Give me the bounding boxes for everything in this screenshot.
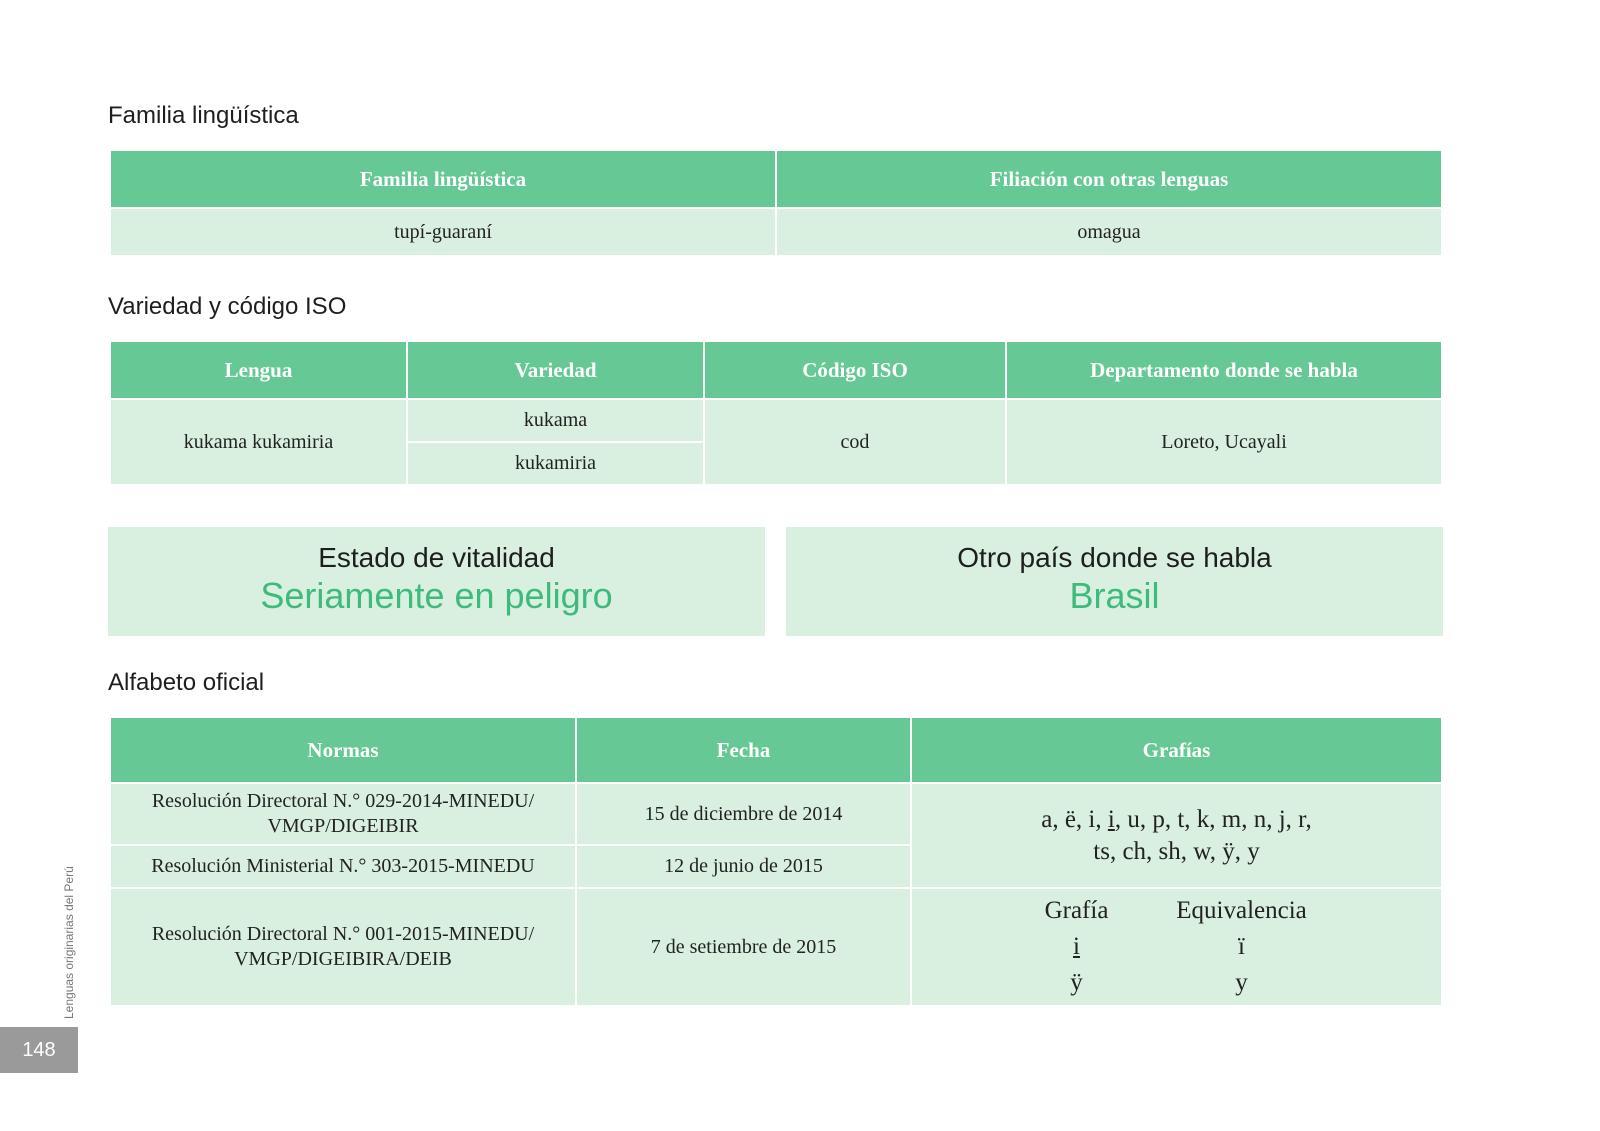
grafias-header: Grafías: [911, 717, 1442, 783]
equivalencia-value: ï: [1238, 933, 1245, 960]
departamento-cell: Loreto, Ucayali: [1006, 399, 1442, 485]
norma-cell: Resolución Ministerial N.° 303-2015-MINEDU: [110, 845, 576, 888]
filiation-header: Filiación con otras lenguas: [776, 150, 1442, 208]
family-table: [109, 149, 1443, 257]
vitality-box: [108, 527, 765, 636]
other-country-label: Otro país donde se habla: [957, 542, 1272, 573]
family-cell: tupí-guaraní: [110, 208, 776, 256]
iso-cell: cod: [704, 399, 1006, 485]
variedad-header: Variedad: [407, 341, 704, 399]
vitality-label: Estado de vitalidad: [318, 542, 555, 573]
lengua-cell: kukama kukamiria: [110, 399, 407, 485]
fecha-cell: 12 de junio de 2015: [576, 845, 911, 888]
departamento-header: Departamento donde se habla: [1006, 341, 1442, 399]
grafia-value: i: [1073, 933, 1080, 960]
alphabet-table: [109, 716, 1443, 1007]
lengua-header: Lengua: [110, 341, 407, 399]
variety-table: [109, 340, 1443, 486]
grafias-line-1: a, ë, i, i, u, p, t, k, m, n, j, r,: [1041, 805, 1312, 833]
norma-cell: Resolución Directoral N.° 029-2014-MINEDU/ VMGP/DIGEIBIR: [110, 783, 576, 845]
equivalence-grid: [920, 893, 1433, 1001]
normas-header: Normas: [110, 717, 576, 783]
filiation-cell: omagua: [776, 208, 1442, 256]
equivalencia-value: y: [1235, 969, 1248, 996]
grafias-line-2: ts, ch, sh, w, ÿ, y: [1093, 837, 1260, 865]
equivalence-cell: [911, 888, 1442, 1006]
iso-header: Código ISO: [704, 341, 1006, 399]
variety-section-title: Variedad y código ISO: [108, 293, 347, 320]
norma-cell: Resolución Directoral N.° 001-2015-MINEDU/ VMGP/DIGEIBIRA/DEIB: [110, 888, 576, 1006]
equivalencia-subheader: Equivalencia: [1176, 897, 1307, 924]
family-section-title: Familia lingüística: [108, 102, 299, 129]
grafia-value: ÿ: [1070, 969, 1083, 996]
alphabet-section-title: Alfabeto oficial: [108, 669, 265, 696]
grafias-cell: [911, 783, 1442, 888]
page-number-badge: 148: [0, 1027, 78, 1073]
other-country-value: Brasil: [1069, 575, 1160, 616]
vitality-value: Seriamente en peligro: [260, 575, 613, 616]
fecha-cell: 15 de diciembre de 2014: [576, 783, 911, 845]
fecha-cell: 7 de setiembre de 2015: [576, 888, 911, 1006]
book-title-vertical: Lenguas originarias del Perú: [62, 866, 76, 1019]
variedad-cell: kukama: [407, 399, 704, 442]
fecha-header: Fecha: [576, 717, 911, 783]
other-country-box: [786, 527, 1443, 636]
grafia-subheader: Grafía: [1044, 897, 1109, 924]
family-header: Familia lingüística: [110, 150, 776, 208]
variedad-cell: kukamiria: [407, 442, 704, 485]
